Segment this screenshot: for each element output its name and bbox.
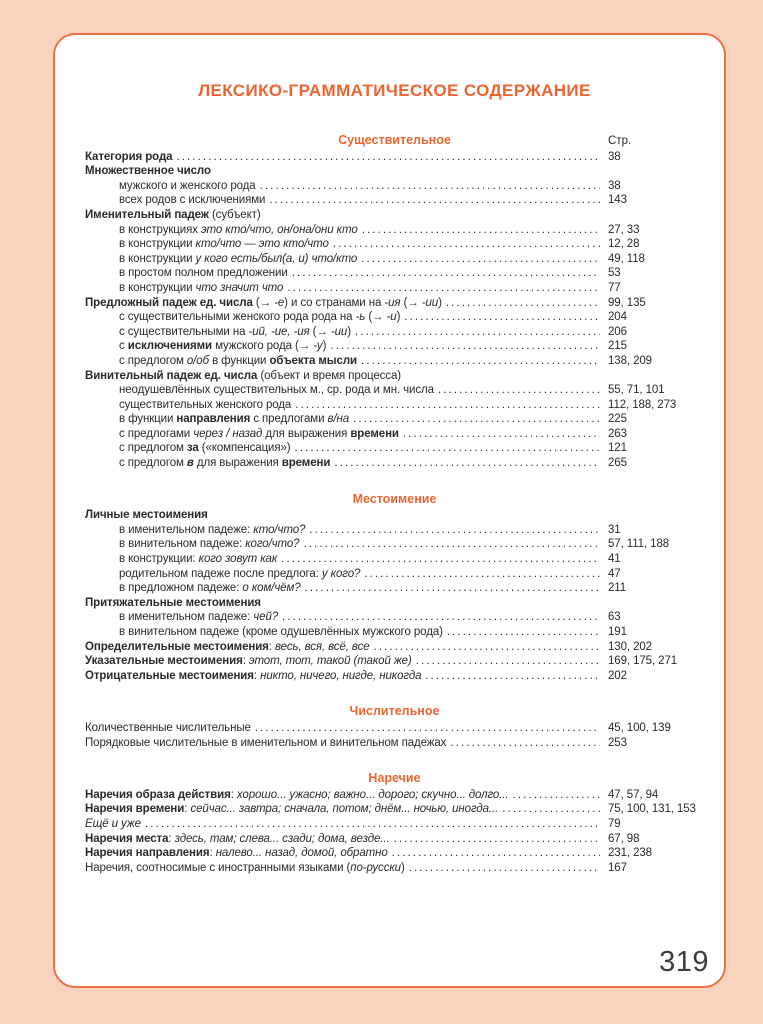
entry-text [85,456,330,471]
entry-text-segment: направления [176,413,251,426]
entry-text-segment: здесь, там; слева... сзади; дома, везде... [174,832,390,845]
toc-entry [85,537,704,552]
dot-leader [425,669,600,684]
dot-leader [333,237,600,252]
entry-text [85,369,704,384]
entry-text-segment: всех родов с исключениями [119,194,266,207]
dot-leader [502,802,600,817]
entry-text-segment: кого зовут как [198,553,278,566]
entry-text-segment: в [186,457,194,470]
entry-text-segment: ) [322,340,327,353]
toc-entry [85,398,704,413]
entry-text-segment: Ещё и уже [85,817,141,830]
entry-text [85,354,357,369]
toc-entry [85,581,704,596]
entry-text [85,427,399,442]
entry-text-segment: у кого? [321,567,361,580]
entry-text-segment: («компенсация») [198,442,291,455]
entry-page-numbers: 49, 118 [608,252,645,265]
entry-text [85,281,283,296]
toc-entry [85,164,704,179]
entry-text-segment: с существительными женского рода рода на [119,311,356,324]
entry-text-segment: хорошо... ужасно; важно... дорого; скучно... долго... [236,788,509,801]
entry-page-numbers: 206 [608,325,627,338]
toc-entry [85,354,704,369]
toc-entry [85,861,704,876]
entry-page-numbers: 38 [608,179,621,192]
entry-text-segment: с предлогами [119,427,194,440]
toc-entry [85,508,704,523]
page-title: ЛЕКСИКО-ГРАММАТИЧЕСКОЕ СОДЕРЖАНИЕ [198,81,591,100]
dot-leader [287,281,600,296]
entry-page-numbers: 204 [608,311,627,324]
entry-text [85,223,358,238]
entry-page-numbers: 167 [608,861,627,874]
entry-text-segment: исключениями [127,340,212,353]
entry-text-segment: в именительном падеже: [119,523,254,536]
section-head [85,704,704,719]
entry-text [85,567,360,582]
entry-text-segment: объекта мысли [269,354,358,367]
dot-leader [305,581,600,596]
section-heading: Числительное [349,704,440,719]
entry-page-numbers: 31 [608,523,621,536]
toc-entry [85,412,704,427]
entry-text-segment: с предлогами [250,413,328,426]
entry-page-numbers: 231, 238 [608,847,652,860]
entry-text-segment: в винительном падеже: [119,538,246,551]
entry-text [85,721,251,736]
entry-text-segment: ) [347,325,351,338]
entry-text-segment: в конструкции [119,281,196,294]
entry-page-numbers: 41 [608,553,621,566]
dot-leader [295,441,600,456]
toc-entry [85,721,704,736]
dot-leader [282,610,600,625]
entry-page-numbers: 215 [608,340,627,353]
entry-text [85,339,326,354]
section-heading: Наречие [368,771,421,786]
entry-page-numbers: 27, 33 [608,223,640,236]
entry-text [85,654,412,669]
entry-text-segment: с предлогом [119,442,187,455]
pages-column-label: Стр. [608,135,632,147]
entry-text-segment: Наречия образа действия [85,788,231,801]
entry-text-segment: : [209,847,216,860]
toc-section [85,133,704,471]
entry-page-numbers: 63 [608,611,621,624]
entry-text [85,150,172,165]
entry-text [85,208,704,223]
dot-leader [446,296,600,311]
dot-leader [355,325,600,340]
entry-text-segment: (→ [400,296,422,309]
dot-leader [416,654,600,669]
entry-page-numbers: 47 [608,567,621,580]
entry-text-segment: в конструкции [119,252,196,265]
entry-text-segment: для выражения [193,457,282,470]
entry-text-segment: для выражения [262,427,351,440]
entry-text-segment: Количественные числительные [85,721,251,734]
entry-text-segment: : [230,788,237,801]
toc-entry [85,369,704,384]
entry-text-segment: кто/что? [253,523,306,536]
entry-page-numbers: 211 [608,582,627,595]
toc-entry [85,193,704,208]
dot-leader [364,567,600,582]
toc-entry [85,832,704,847]
dot-leader [450,736,600,751]
entry-page-numbers: 253 [608,736,627,749]
entry-text-segment: в функции [119,413,177,426]
toc-entry [85,281,704,296]
entry-text-segment: времени [281,457,331,470]
entry-page-numbers: 143 [608,194,627,207]
entry-text-segment: чей? [253,611,279,624]
entry-text-segment: -ии [330,325,348,338]
entry-text [85,817,141,832]
entry-text-segment: Указательные местоимения [85,655,243,668]
dot-leader [438,383,600,398]
entry-text-segment: неодушевлённых существительных м., ср. рода и мн. числа [119,384,434,397]
entry-text-segment: -е [274,296,285,309]
entry-text-segment: (→ [309,325,331,338]
entry-text [85,552,277,567]
dot-leader [353,412,600,427]
toc-section [85,771,704,875]
entry-text-segment: в функции [208,354,270,367]
toc-entry [85,788,704,803]
toc-entry [85,325,704,340]
toc-entry [85,846,704,861]
toc-entry [85,150,704,165]
entry-text-segment: -у [313,340,323,353]
entry-page-numbers: 225 [608,413,627,426]
entry-text-segment: в конструкциях [119,223,201,236]
entry-page-numbers: 55, 71, 101 [608,384,665,397]
entry-text-segment: (объект и время процесса) [257,369,401,382]
entry-text [85,398,291,413]
toc-entry [85,523,704,538]
entry-text-segment: за [186,442,199,455]
toc-entry [85,669,704,684]
dot-leader [361,354,600,369]
entry-text-segment: никто, ничего, нигде, никогда [260,669,422,682]
entry-text-segment: Отрицательные местоимения [85,669,254,682]
dot-leader [295,398,600,413]
toc-entry [85,640,704,655]
toc-entry [85,596,704,611]
entry-text [85,164,704,179]
entry-text-segment: Притяжательные местоимения [85,596,261,609]
section-head [85,771,704,786]
entry-text-segment: мужского и женского рода [119,179,256,192]
toc-entry [85,266,704,281]
entry-text-segment: Именительный падеж [85,208,209,221]
entry-text-segment: Винительный падеж ед. числа [85,369,258,382]
entry-text-segment: в именительном падеже: [119,611,254,624]
entry-text [85,537,299,552]
entry-page-numbers: 138, 209 [608,354,652,367]
entry-text-segment: этот, тот, такой (такой же) [248,655,412,668]
toc-entry [85,339,704,354]
entry-page-numbers: 99, 135 [608,296,646,309]
entry-text-segment: родительном падеже после предлога: [119,567,322,580]
toc-entry [85,610,704,625]
entry-page-numbers: 67, 98 [608,832,640,845]
dot-leader [513,788,600,803]
entry-text [85,237,329,252]
dot-leader [145,817,600,832]
dot-leader [260,179,600,194]
entry-text [85,640,370,655]
entry-page-numbers: 45, 100, 139 [608,721,671,734]
entry-text-segment: у кого есть/был(а, и) что/кто [195,252,358,265]
entry-page-numbers: 191 [608,626,627,638]
entry-text [85,193,265,208]
entry-text-segment: существительных женского рода [119,398,292,411]
folio-page-number: 319 [659,946,709,978]
entry-text [85,832,390,847]
dot-leader [303,537,600,552]
entry-text [85,788,509,803]
dot-leader [292,266,600,281]
toc-entry [85,237,704,252]
entry-text-segment: через / назад [193,427,263,440]
entry-text-segment: что значит что [195,281,284,294]
entry-text-segment: с существительными на [119,325,249,338]
entry-text [85,610,278,625]
entry-text-segment: Наречия направления [85,847,210,860]
dot-leader [361,252,600,267]
toc-entry [85,567,704,582]
dot-leader [409,861,600,876]
entry-page-numbers: 53 [608,267,621,280]
entry-text-segment: Категория рода [85,150,173,163]
dot-leader [269,193,600,208]
entry-text-segment: с предлогом [119,457,187,470]
content-sheet [53,33,726,988]
entry-text-segment: -ь [355,311,366,324]
entry-text [85,310,400,325]
entry-text-segment: -ий, -ие, -ия [248,325,310,338]
entry-text-segment: весь, вся, всё, все [275,640,370,653]
entry-text [85,508,704,523]
entry-page-numbers: 121 [608,442,627,455]
entry-text-segment: о ком/чём? [242,582,301,595]
entry-text-segment: в простом полном предложении [119,267,288,280]
entry-page-numbers: 38 [608,150,621,163]
entry-text-segment: -ии [421,296,439,309]
entry-text-segment: : [253,669,261,682]
entry-text [85,625,443,640]
section-head [85,492,704,507]
dot-leader [362,223,600,238]
dot-leader [403,427,600,442]
entry-text-segment: -ия [384,296,401,309]
dot-leader [176,150,600,165]
toc-entry [85,736,704,751]
toc-entry [85,208,704,223]
entry-text-segment: кого/что? [245,538,300,551]
entry-text [85,296,442,311]
section-head [85,133,704,148]
entry-text-segment: Наречия времени [85,803,185,816]
dot-leader [394,832,600,847]
entry-text-segment: мужского рода (→ [211,340,314,353]
entry-text-segment: налево... назад, домой, обратно [215,847,388,860]
entry-text-segment: о/об [186,354,209,367]
entry-text-segment: -и [386,311,397,324]
dot-leader [447,625,600,640]
entry-text-segment: в предложном падеже: [119,582,243,595]
toc-entry [85,456,704,471]
entry-text [85,179,256,194]
dot-leader [392,846,600,861]
entry-page-numbers: 77 [608,281,621,294]
entry-text-segment: Личные местоимения [85,509,208,522]
toc-entry [85,223,704,238]
entry-text-segment: Определительные местоимения [85,640,269,653]
entry-text-segment: кто/что — это кто/что [195,238,329,251]
entry-text-segment: Порядковые числительные в именительном и винительном падежах [85,736,447,749]
entry-text-segment: Наречия места [85,832,169,845]
entry-text-segment: : [184,803,191,816]
entry-text-segment: Множественное число [85,165,211,178]
toc-entry [85,383,704,398]
toc-section [85,704,704,750]
toc-entry [85,625,704,640]
section-heading: Местоимение [352,491,437,506]
entry-text-segment: сейчас... завтра; сначала, потом; днём... ночью, иногда... [190,803,499,816]
entry-page-numbers: 169, 175, 271 [608,655,678,668]
entry-text-segment: ) и со странами на [284,296,385,309]
entry-text-segment: ) [400,861,405,874]
dot-leader [404,310,600,325]
entry-text [85,252,357,267]
toc-entry [85,441,704,456]
toc-section [85,492,704,684]
entry-text [85,383,434,398]
toc-entry [85,654,704,669]
entry-page-numbers: 79 [608,817,621,830]
entry-text-segment: : [268,640,275,653]
toc-entry [85,310,704,325]
entry-text-segment: в/на [327,413,350,426]
entry-page-numbers: 202 [608,669,627,682]
entry-page-numbers: 57, 111, 188 [608,538,670,551]
entry-text-segment: : [242,655,249,668]
entry-text [85,523,305,538]
entry-text [85,736,446,751]
entry-text [85,325,351,340]
entry-text [85,441,291,456]
entry-text [85,669,421,684]
section-heading: Существительное [338,133,451,147]
entry-text-segment: (→ [365,311,387,324]
dot-leader [334,456,600,471]
dot-leader [330,339,600,354]
toc-entry [85,802,704,817]
entry-text-segment: в конструкции [119,238,196,251]
entry-text-segment: (→ [252,296,275,309]
entry-text [85,596,704,611]
entry-text-segment: с предлогом [119,354,187,367]
toc-entry [85,817,704,832]
dot-leader [309,523,600,538]
entry-text-segment: (субъект) [208,208,261,221]
dot-leader [281,552,600,567]
entry-text [85,412,349,427]
entry-text-segment: с [119,340,128,353]
entry-text [85,581,301,596]
entry-text-segment: ) [396,311,401,324]
entry-text [85,266,288,281]
entry-page-numbers: 265 [608,457,627,470]
entry-text-segment: Предложный падеж ед. числа [85,296,253,309]
entry-text-segment: по-русски [350,861,401,874]
entry-text-segment: в конструкции: [119,553,199,566]
toc-entry [85,427,704,442]
entry-page-numbers: 12, 28 [608,238,640,251]
toc-sections [85,133,704,875]
toc-entry [85,296,704,311]
entry-text [85,861,405,876]
entry-text-segment: в винительном падеже (кроме одушевлённых мужского рода) [119,626,443,638]
entry-page-numbers: 130, 202 [608,640,652,653]
toc-entry [85,252,704,267]
dot-leader [255,721,600,736]
entry-text [85,802,498,817]
entry-page-numbers: 75, 100, 131, 153 [608,803,696,816]
entry-page-numbers: 263 [608,427,627,440]
entry-text-segment: времени [350,427,399,440]
toc-entry [85,552,704,567]
entry-text [85,846,388,861]
dot-leader [374,640,600,655]
entry-text-segment: это кто/что, он/она/они кто [200,223,358,236]
entry-text-segment: : [168,832,175,845]
entry-page-numbers: 112, 188, 273 [608,398,677,411]
entry-text-segment: ) [438,296,442,309]
toc-entry [85,179,704,194]
entry-text-segment: Наречия, соотносимые с иностранными языками ( [85,861,351,874]
toc-content [55,35,724,875]
entry-page-numbers: 47, 57, 94 [608,788,659,801]
